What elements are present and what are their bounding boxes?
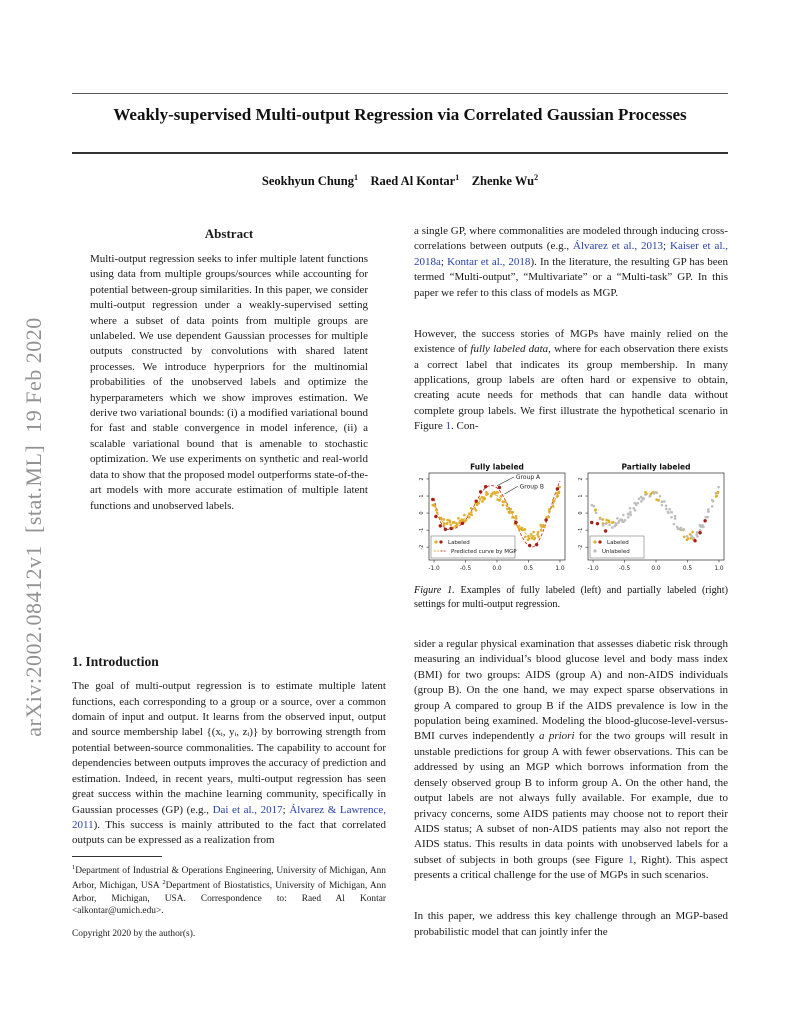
- paragraph-in-this-paper: In this paper, we address this key challenge through an MGP-based probabilistic model that can jointly infer the: [414, 910, 728, 938]
- paragraph-sider: sider a regular physical examination that assesses diabetic risk through measuring an individual’s blood glucose level and body mass index (BMI) for two groups: AIDS (group A) and non-AIDS individuals (group B). On the one hand, we may expect sparse observations in group A compared to group B if the AIDS prevalence is low in the population being examined. Modeling the blood-glucose-level-versus-BMI curves independently a priori for the two groups will result in unstable predictions for group A with fewer observations. This can be addressed by using an MGP which borrows information from the densely observed group B to inform group A. On the other hand, the output labels are not always fully available. For example, due to privacy concerns, some AIDS patients may choose not to report their AIDS status; A subset of non-AIDS patients may also not report the AIDS status. This results in data points with unobserved labels for a subset of subjects in both groups (see Figure 1, Right). This aspect presents a critical challenge for the use of MGPs in such scenarios.: [414, 638, 728, 882]
- svg-text:-1: -1: [578, 527, 584, 533]
- figure-1: [414, 462, 728, 611]
- svg-text:Partially labeled: Partially labeled: [621, 462, 691, 472]
- svg-text:0: 0: [578, 511, 584, 515]
- svg-text:0.0: 0.0: [492, 566, 502, 573]
- svg-text:0.5: 0.5: [682, 566, 693, 573]
- introduction-heading: 1. Introduction: [72, 654, 159, 670]
- svg-text:0.0: 0.0: [651, 566, 661, 573]
- citation-link[interactable]: Álvarez et al., 2013: [573, 240, 664, 253]
- svg-text:-0.5: -0.5: [618, 566, 631, 573]
- svg-text:Labeled: Labeled: [448, 540, 470, 547]
- svg-text:Group A: Group A: [515, 474, 541, 482]
- paper-title: Weakly-supervised Multi-output Regression via Correlated Gaussian Processes: [113, 105, 687, 124]
- svg-text:Group B: Group B: [519, 483, 544, 491]
- citation-link[interactable]: Álvarez & Lawrence, 2011: [72, 803, 387, 831]
- abstract-text: Multi-output regression seeks to infer multiple latent functions using data from multiple groups/sources while accounting for potential between-group similarities. In this paper, we consider multi-output regression under a weakly-supervised setting where a subset of data points from multiple groups are unlabeled. We use dependent Gaussian processes for multiple outputs constructed by convolutions with shared latent processes. We introduce hyperpriors for the multinomial probabilities of the unobserved labels and optimize the hyperparameters which we show improves estimation. We derive two variational bounds: (i) a modified variational bound for fast and stable convergence in model inference, (ii) a scalable variational bound that is amenable to stochastic optimization. We use experiments on synthetic and real-world data to show that the proposed model outperforms state-of-the-art models with more accurate estimation of multiple latent functions and unobserved labels.: [90, 253, 368, 512]
- footnote: [72, 856, 386, 940]
- citation-link[interactable]: 1: [628, 853, 634, 866]
- svg-text:Labeled: Labeled: [607, 540, 629, 547]
- svg-text:Fully labeled: Fully labeled: [470, 462, 524, 472]
- svg-text:1.0: 1.0: [714, 566, 724, 573]
- paragraph-however: However, the success stories of MGPs have mainly relied on the existence of fully labeled data, where for each observation there exists a correct label that indicates its group membership. In many applications, group labels are often hard or expensive to obtain, creating acute needs for methods that can handle data without complete group labels. We first illustrate the hypothetical scenario in Figure 1. Con-: [414, 327, 728, 433]
- svg-text:1: 1: [578, 494, 584, 498]
- svg-text:-2: -2: [419, 544, 425, 550]
- footnote-text: $^1$Department of Industrial & Operations Engineering, University of Michigan, Ann Arbor, Michigan, USA $^2$Department of Biostatistics, University of Michigan, Ann Arbor, Michigan, USA. Correspondence to: Raed Al Kontar <alkontar@umich.edu>.: [72, 863, 387, 917]
- footnote-rule: [72, 856, 162, 857]
- svg-text:-2: -2: [578, 544, 584, 550]
- citation-link[interactable]: 1: [445, 420, 451, 433]
- svg-text:0.5: 0.5: [523, 566, 534, 573]
- column-spacer: [72, 514, 386, 654]
- citation-link[interactable]: Kontar et al., 2018: [447, 255, 531, 268]
- right-column: [414, 224, 728, 940]
- svg-text:2: 2: [578, 477, 584, 481]
- svg-text:1: 1: [419, 494, 425, 498]
- arxiv-stamp: arXiv:2002.08412v1 [stat.ML] 19 Feb 2020: [21, 317, 46, 737]
- svg-text:-1.0: -1.0: [587, 566, 599, 573]
- title-rule: [72, 152, 728, 154]
- figure1-panels: [414, 462, 728, 578]
- figure1-caption: Figure 1. Examples of fully labeled (left) and partially labeled (right) settings for multi-output regression.: [414, 585, 728, 610]
- citation-link[interactable]: Kaiser et al., 2018a: [414, 240, 728, 268]
- citation-link[interactable]: Dai et al., 2017: [212, 803, 283, 816]
- author-line: Seokhyun Chung$^1$ Raed Al Kontar$^1$ Zhenke Wu$^2$: [261, 173, 539, 189]
- svg-text:Predicted curve by MGP: Predicted curve by MGP: [451, 549, 517, 556]
- top-rule: [72, 93, 728, 94]
- copyright-line: Copyright 2020 by the author(s).: [72, 928, 196, 939]
- abstract-heading: Abstract: [204, 226, 254, 241]
- intro-paragraph: The goal of multi-output regression is to estimate multiple latent functions, each corresponding to a group or a source, over a common domain of input and output. It learns from the observed input, output and source membership label {(xᵢ, yᵢ, zᵢ)} by borrowing strength from potential between-source commonalities. The capability to account for dependencies between outputs improves the accuracy of prediction and estimation. Indeed, in recent years, multi-output regression has seen great success within the machine learning community, specifically in Gaussian processes (GP) (e.g., Dai et al., 2017; Álvarez & Lawrence, 2011). This success is mainly attributed to the fact that correlated outputs can be expressed as a realization from: [72, 680, 387, 847]
- svg-text:-1: -1: [419, 527, 425, 533]
- left-column: [72, 224, 386, 940]
- figure1-partially-labeled-panel: [573, 462, 728, 578]
- svg-text:Unlabeled: Unlabeled: [602, 549, 630, 556]
- svg-text:1.0: 1.0: [555, 566, 565, 573]
- figure1-fully-labeled-panel: [414, 462, 569, 578]
- svg-text:-1.0: -1.0: [428, 566, 440, 573]
- paragraph-single-gp: a single GP, where commonalities are modeled through inducing cross-correlations between outputs (e.g., Álvarez et al., 2013; Kaiser et al., 2018a; Kontar et al., 2018). In the literature, the resulting GP has been termed “Multi-output”, “Multivariate” or a “Multi-task” GP. In this paper we refer to this class of models as MGP.: [414, 225, 728, 299]
- svg-text:-0.5: -0.5: [459, 566, 472, 573]
- svg-text:0: 0: [419, 511, 425, 515]
- svg-text:2: 2: [419, 477, 425, 481]
